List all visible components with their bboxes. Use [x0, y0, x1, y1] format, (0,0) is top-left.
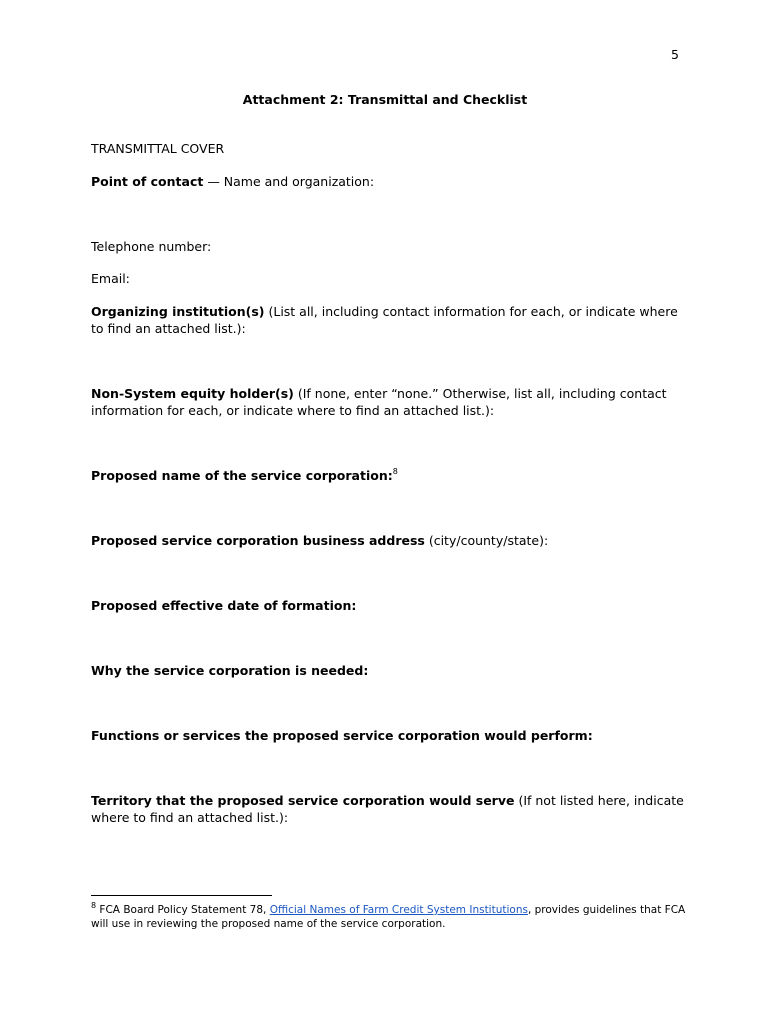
field-label: Point of contact [91, 174, 204, 189]
field-effective-date [91, 597, 691, 614]
field-proposed-name [91, 467, 691, 484]
page-number: 5 [671, 47, 679, 62]
field-label: Non-System equity holder(s) [91, 386, 294, 401]
field-business-address [91, 532, 691, 549]
field-telephone: Telephone number: [91, 239, 212, 254]
field-why-needed [91, 662, 691, 679]
footnote-text-before: FCA Board Policy Statement 78, [96, 904, 270, 916]
footnote [91, 903, 691, 931]
footnote-link[interactable]: Official Names of Farm Credit System Institutions [269, 904, 528, 916]
field-text: (List all, including contact information for each, or indicate where to find an attached list.): [91, 304, 678, 336]
footnote-text-after: , provides guidelines that FCA will use in reviewing the proposed name of the service corporation. [91, 904, 686, 930]
field-label: Territory that the proposed service corporation would serve [91, 793, 515, 808]
page-title: Attachment 2: Transmittal and Checklist [242, 92, 528, 107]
field-text: — Name and organization: [203, 174, 375, 189]
field-text: (If none, enter “none.” Otherwise, list all, including contact information for each, or indicate where to find an attached list.): [91, 386, 667, 418]
field-label: Why the service corporation is needed: [91, 663, 369, 678]
field-point-of-contact [91, 173, 691, 190]
field-label: Proposed service corporation business address [91, 533, 425, 548]
footnote-number: 8 [91, 901, 97, 910]
footnote-ref[interactable]: 8 [392, 467, 398, 476]
field-text: (city/county/state): [424, 533, 549, 548]
field-label: Functions or services the proposed service corporation would perform: [91, 728, 593, 743]
field-non-system-equity [91, 385, 691, 419]
section-heading: TRANSMITTAL COVER [91, 141, 225, 156]
field-organizing-institutions [91, 303, 691, 337]
field-text: (If not listed here, indicate where to find an attached list.): [91, 793, 684, 825]
footnote-divider [91, 895, 272, 896]
field-territory [91, 792, 691, 826]
field-email: Email: [91, 271, 130, 286]
field-label: Proposed name of the service corporation: [91, 468, 393, 483]
field-label: Organizing institution(s) [91, 304, 265, 319]
field-label: Proposed effective date of formation: [91, 598, 357, 613]
field-functions [91, 727, 691, 744]
